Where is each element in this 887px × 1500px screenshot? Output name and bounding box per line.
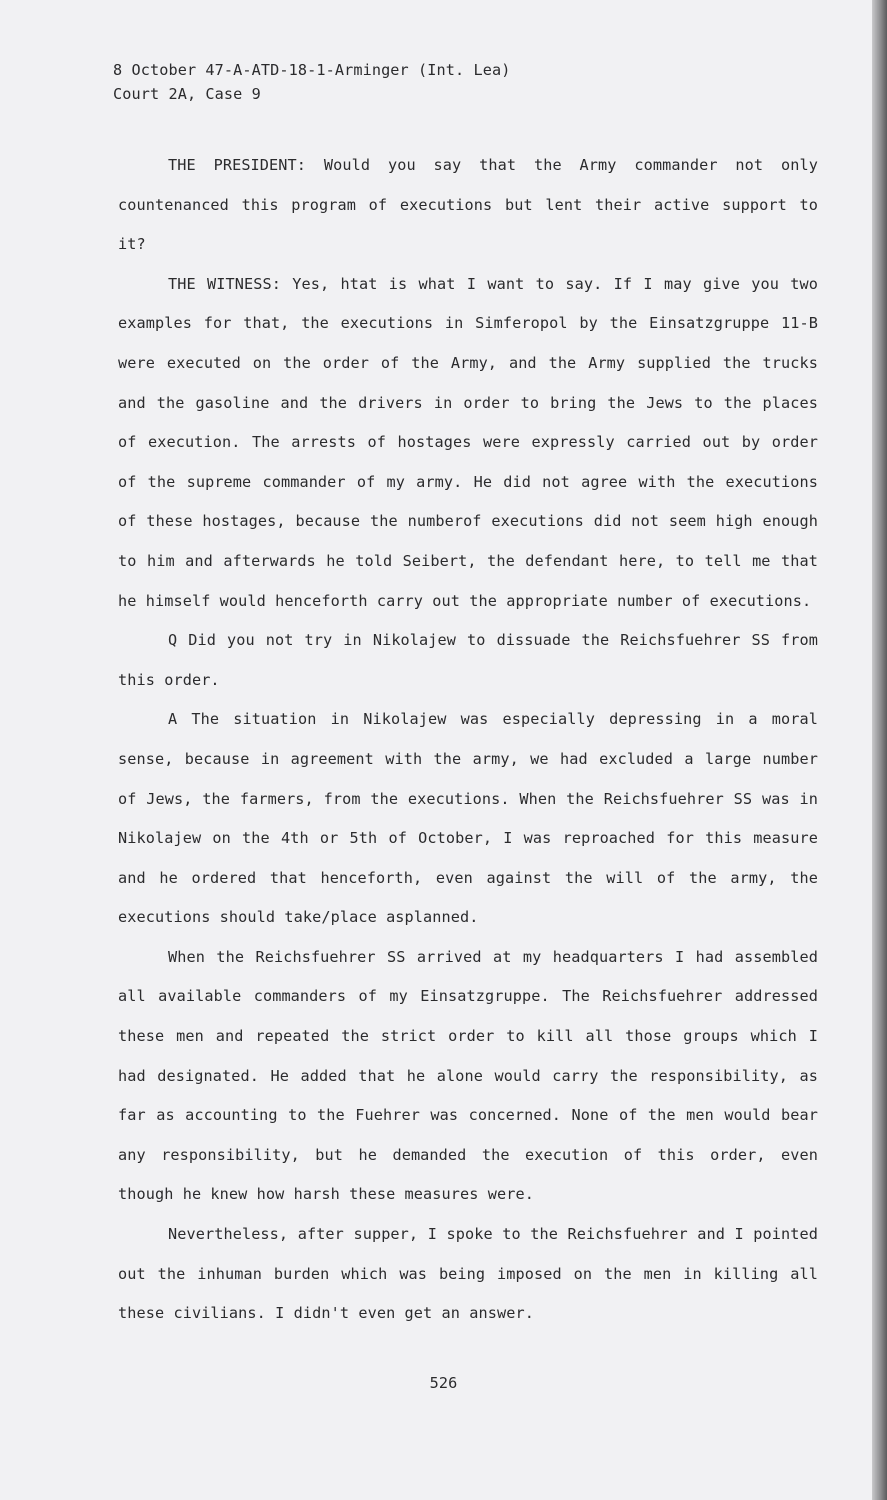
paragraph-after-supper: Nevertheless, after supper, I spoke to the Reichsfuehrer and I pointed out the inhuman burden which was being imposed on the men in killing all these civilians. I didn't even get an answer. xyxy=(118,1225,818,1323)
paragraph-question-nikolajew: Q Did you not try in Nikolajew to dissuade the Reichsfuehrer SS from this order. xyxy=(118,631,818,689)
header-date-line: 8 October 47-A-ATD-18-1-Arminger (Int. Lea) xyxy=(113,61,511,79)
paragraph-witness-answer: THE WITNESS: Yes, htat is what I want to say. If I may give you two examples for that, the executions in Simferopol by the Einsatzgruppe 11-B were executed on the order of the Army, and the Army supplied the trucks and the gasoline and the drivers in order to bring the Jews to the places of execution. The arrests of hostages were expressly carried out by order of the supreme commander of my army. He did not agree with the executions of these hostages, because the numberof executions did not seem high enough to him and afterwards he told Seibert, the defendant here, to tell me that he himself would henceforth carry out the appropriate number of executions. xyxy=(118,274,818,610)
paragraph-answer-nikolajew: A The situation in Nikolajew was especially depressing in a moral sense, because in agreement with the army, we had excluded a large number of Jews, the farmers, from the executions. When the Reichsfuehrer SS was in Nikolajew on the 4th or 5th of October, I was reproached for this measure and he ordered that henceforth, even against the will of the army, the executions should take/place asplanned. xyxy=(118,710,818,927)
paper-edge-shadow xyxy=(872,0,887,1500)
header-court-line: Court 2A, Case 9 xyxy=(113,85,261,103)
page-number: 526 xyxy=(429,1374,458,1392)
document-header xyxy=(113,58,510,106)
paragraph-headquarters: When the Reichsfuehrer SS arrived at my headquarters I had assembled all available commanders of my Einsatzgruppe. The Reichsfuehrer addressed these men and repeated the strict order to kill all those groups which I had designated. He added that he alone would carry the responsibility, as far as accounting to the Fuehrer was concerned. None of the men would bear any responsibility, but he demanded the execution of this order, even though he knew how harsh these measures were. xyxy=(118,947,818,1204)
paragraph-president-question: THE PRESIDENT: Would you say that the Army commander not only countenanced this program of executions but lent their active support to it? xyxy=(118,156,818,254)
transcript-body xyxy=(118,146,818,1334)
